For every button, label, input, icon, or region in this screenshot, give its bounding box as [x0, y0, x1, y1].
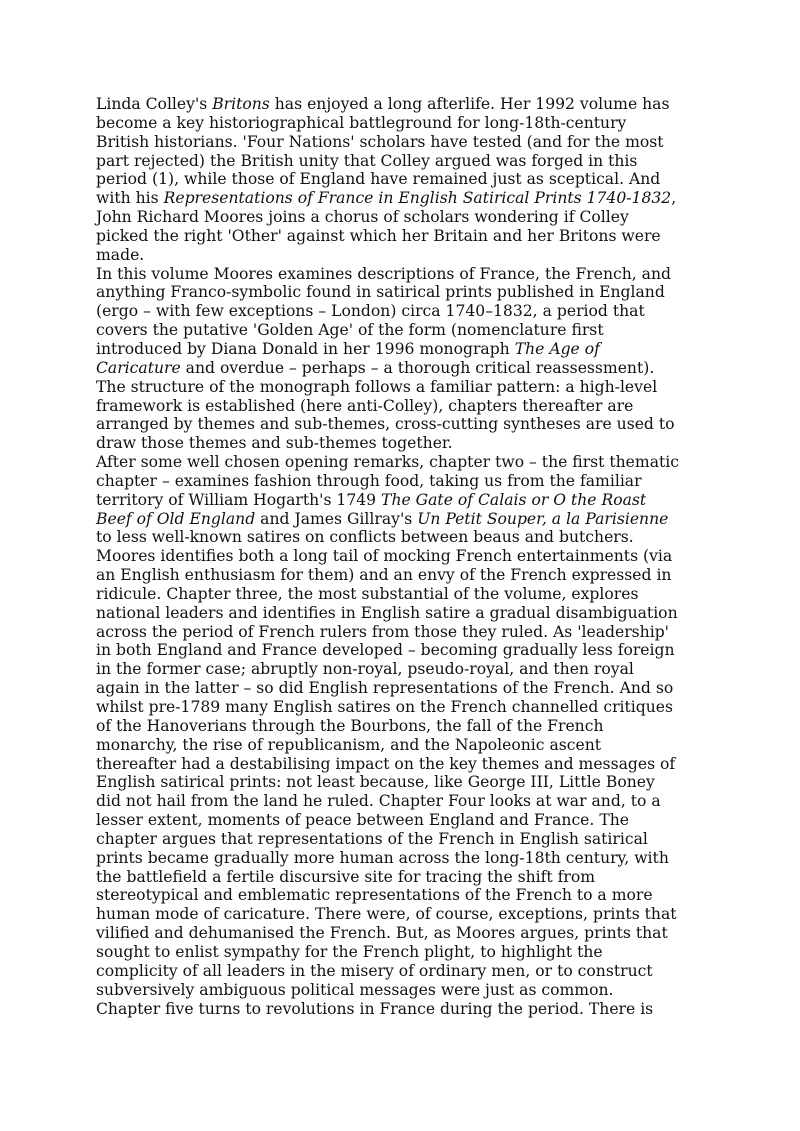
text-line	[96, 981, 716, 1000]
text-run: covers the putative 'Golden Age' of the form (nomenclature first	[96, 321, 604, 340]
italic-title: Un Petit Souper, a la Parisienne	[417, 509, 669, 528]
paragraph	[96, 1000, 716, 1019]
text-run: territory of William Hogarth's 1749	[96, 490, 382, 509]
text-run: prints became gradually more human across the long-18th century, with	[96, 848, 669, 867]
text-line	[96, 340, 716, 359]
text-run: part rejected) the British unity that Colley argued was forged in this	[96, 151, 638, 170]
text-run: subversively ambiguous political messages were just as common.	[96, 980, 614, 999]
italic-title: The Age of	[514, 339, 600, 358]
text-run: in the former case; abruptly non-royal, pseudo-royal, and then royal	[96, 660, 634, 679]
text-run: (ergo – with few exceptions – London) circa 1740–1832, a period that	[96, 302, 645, 321]
text-line	[96, 641, 716, 660]
text-line	[96, 415, 716, 434]
text-run: complicity of all leaders in the misery of ordinary men, or to construct	[96, 961, 653, 980]
italic-title: Britons	[212, 95, 270, 113]
text-run: draw those themes and sub-themes together.	[96, 434, 453, 453]
text-line	[96, 886, 716, 905]
text-run: monarchy, the rise of republicanism, and the Napoleonic ascent	[96, 735, 602, 754]
text-run: to less well-known satires on conflicts between beaus and butchers.	[96, 528, 634, 547]
text-line	[96, 472, 716, 491]
text-run: British historians. 'Four Nations' scholars have tested (and for the most	[96, 132, 664, 151]
italic-title: Caricature	[96, 358, 181, 377]
text-line	[96, 246, 716, 265]
text-line	[96, 453, 716, 472]
text-run: made.	[96, 245, 145, 264]
italic-title: Beef of Old England	[96, 509, 256, 528]
text-run: anything Franco-symbolic found in satirical prints published in England	[96, 283, 665, 302]
text-run: picked the right 'Other' against which her Britain and her Britons were	[96, 226, 661, 245]
text-line	[96, 95, 716, 114]
text-run: thereafter had a destabilising impact on the key themes and messages of	[96, 754, 676, 773]
text-line	[96, 321, 716, 340]
text-run: After some well chosen opening remarks, chapter two – the first thematic	[96, 453, 679, 472]
text-line	[96, 152, 716, 171]
text-run: again in the latter – so did English representations of the French. And so	[96, 679, 674, 698]
text-line	[96, 811, 716, 830]
text-line	[96, 792, 716, 811]
text-run: In this volume Moores examines descriptions of France, the French, and	[96, 264, 671, 283]
paragraph	[96, 453, 716, 999]
text-run: an English enthusiasm for them) and an envy of the French expressed in	[96, 566, 672, 585]
text-line	[96, 660, 716, 679]
text-line	[96, 547, 716, 566]
text-run: across the period of French rulers from those they ruled. As 'leadership'	[96, 622, 669, 641]
text-line	[96, 924, 716, 943]
text-run: sought to enlist sympathy for the French plight, to highlight the	[96, 942, 603, 961]
text-run: Chapter five turns to revolutions in France during the period. There is	[96, 999, 654, 1018]
text-line	[96, 434, 716, 453]
text-line	[96, 736, 716, 755]
paragraph	[96, 95, 716, 265]
text-line	[96, 717, 716, 736]
text-run: vilified and dehumanised the French. But, as Moores argues, prints that	[96, 924, 668, 943]
text-run: lesser extent, moments of peace between England and France. The	[96, 811, 629, 830]
paragraph	[96, 265, 716, 453]
text-line	[96, 773, 716, 792]
text-run: John Richard Moores joins a chorus of scholars wondering if Colley	[96, 208, 629, 227]
text-line	[96, 566, 716, 585]
text-run: of the Hanoverians through the Bourbons, the fall of the French	[96, 716, 604, 735]
text-line	[96, 604, 716, 623]
text-line	[96, 359, 716, 378]
text-line	[96, 397, 716, 416]
text-run: introduced by Diana Donald in her 1996 monograph	[96, 339, 515, 358]
text-line	[96, 905, 716, 924]
italic-title: The Gate of Calais or O the Roast	[381, 490, 647, 509]
text-run: arranged by themes and sub-themes, cross-cutting syntheses are used to	[96, 415, 675, 434]
text-line	[96, 962, 716, 981]
text-line	[96, 943, 716, 962]
text-line	[96, 528, 716, 547]
text-line	[96, 1000, 716, 1019]
text-run: chapter – examines fashion through food, taking us from the familiar	[96, 471, 642, 490]
text-line	[96, 378, 716, 397]
text-run: framework is established (here anti-Colley), chapters thereafter are	[96, 396, 634, 415]
italic-title: Representations of France in English Satirical Prints 1740-1832	[163, 189, 672, 208]
text-run: in both England and France developed – becoming gradually less foreign	[96, 641, 675, 660]
text-line	[96, 133, 716, 152]
text-line	[96, 189, 716, 208]
text-run: become a key historiographical battleground for long-18th-century	[96, 113, 627, 132]
text-line	[96, 283, 716, 302]
text-run: has enjoyed a long afterlife. Her 1992 volume has	[269, 95, 670, 113]
text-run: and overdue – perhaps – a thorough critical reassessment).	[180, 358, 655, 377]
text-line	[96, 868, 716, 887]
text-line	[96, 170, 716, 189]
text-line	[96, 302, 716, 321]
text-line	[96, 849, 716, 868]
text-line	[96, 491, 716, 510]
text-run: Linda Colley's	[96, 95, 213, 113]
text-line	[96, 623, 716, 642]
text-line	[96, 227, 716, 246]
text-run: English satirical prints: not least because, like George III, Little Boney	[96, 773, 655, 792]
text-line	[96, 755, 716, 774]
text-run: human mode of caricature. There were, of course, exceptions, prints that	[96, 905, 677, 924]
text-line	[96, 585, 716, 604]
text-run: Moores identifies both a long tail of mocking French entertainments (via	[96, 547, 673, 566]
text-line	[96, 265, 716, 284]
text-line	[96, 114, 716, 133]
text-run: whilst pre-1789 many English satires on the French channelled critiques	[96, 698, 674, 716]
text-run: stereotypical and emblematic representations of the French to a more	[96, 886, 653, 905]
text-run: period (1), while those of England have remained just as sceptical. And	[96, 170, 661, 189]
text-line	[96, 208, 716, 227]
text-run: ridicule. Chapter three, the most substantial of the volume, explores	[96, 584, 639, 603]
text-line	[96, 679, 716, 698]
review-body	[96, 95, 716, 1018]
text-line	[96, 698, 716, 717]
text-run: chapter argues that representations of the French in English satirical	[96, 829, 648, 848]
text-run: ,	[671, 189, 677, 208]
text-run: and James Gillray's	[255, 509, 418, 528]
text-run: national leaders and identifies in English satire a gradual disambiguation	[96, 603, 678, 622]
text-run: the battlefield a fertile discursive site for tracing the shift from	[96, 867, 596, 886]
text-line	[96, 510, 716, 529]
text-run: with his	[96, 189, 164, 208]
text-run: The structure of the monograph follows a familiar pattern: a high-level	[96, 377, 658, 396]
text-line	[96, 830, 716, 849]
text-run: did not hail from the land he ruled. Chapter Four looks at war and, to a	[96, 792, 661, 811]
